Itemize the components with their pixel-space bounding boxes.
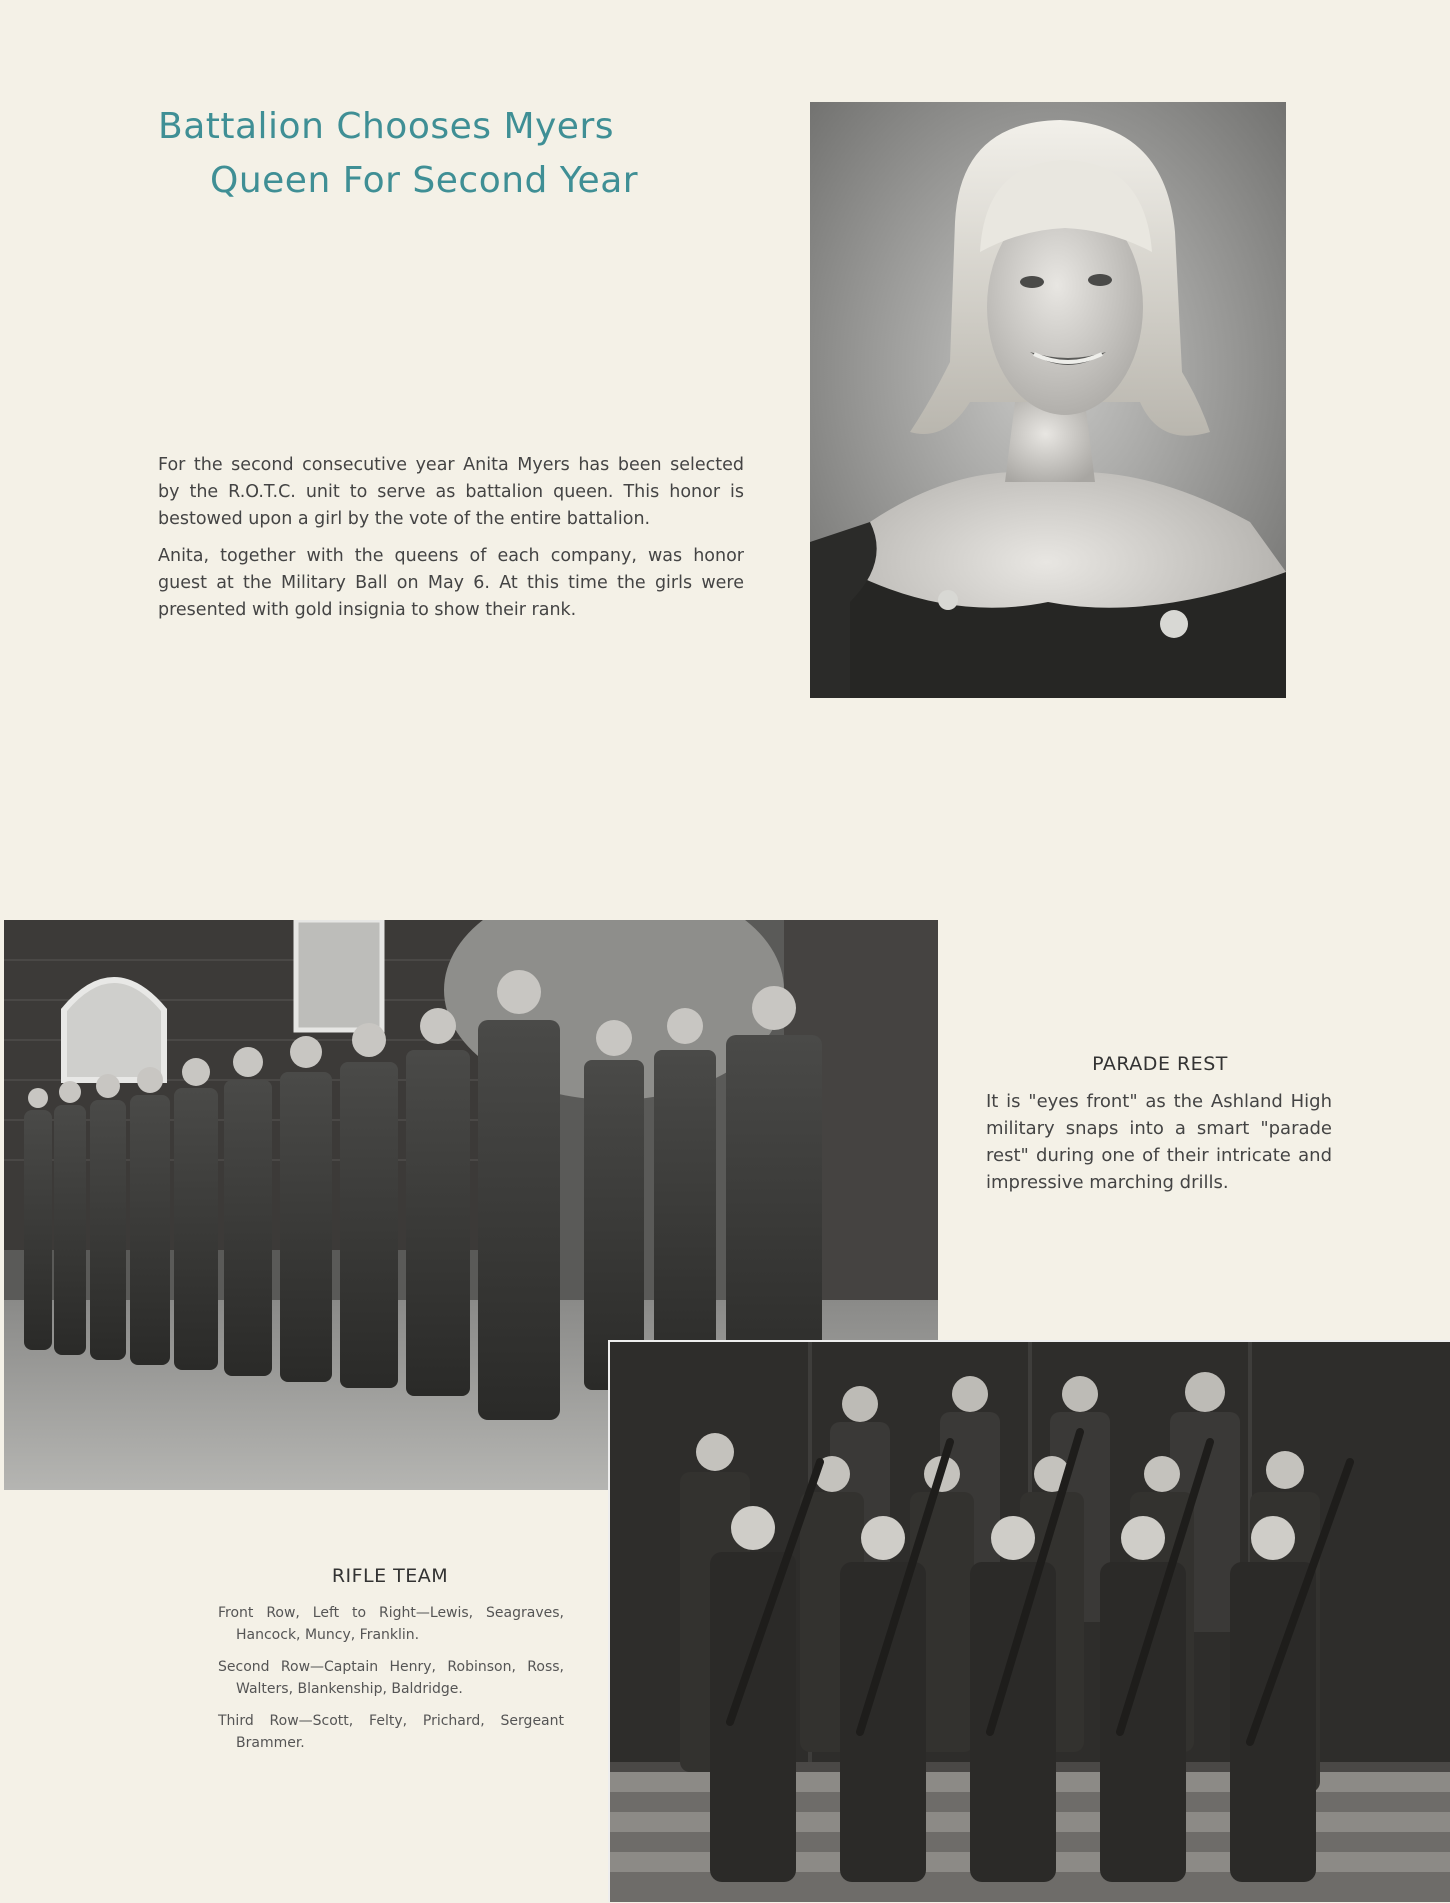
intro-article <box>158 452 744 634</box>
parade-rest-caption: It is "eyes front" as the Ashland High military snaps into a smart "parade rest" during one of their intricate and impressive marching drills. <box>986 1091 1332 1193</box>
rifle-team-front-row: Front Row, Left to Right—Lewis, Seagraves, Hancock, Muncy, Franklin. <box>218 1605 564 1643</box>
intro-paragraph-1: For the second consecutive year Anita Myers has been selected by the R.O.T.C. unit to serve as battalion queen. This honor is bestowed upon a girl by the vote of the entire battalion. <box>158 455 744 529</box>
headline-line-1: Battalion Chooses Myers <box>158 106 615 147</box>
headline-line-2: Queen For Second Year <box>210 160 639 201</box>
intro-paragraph-2: Anita, together with the queens of each company, was honor guest at the Military Ball on May 6. At this time the girls were presented with gold insignia to show their rank. <box>158 546 744 620</box>
parade-rest-title: PARADE REST <box>1092 1053 1228 1075</box>
rifle-team-photo <box>608 1340 1450 1902</box>
queen-portrait-photo <box>810 102 1286 698</box>
rifle-team-title: RIFLE TEAM <box>331 1565 449 1587</box>
rifle-team-third-row: Third Row—Scott, Felty, Prichard, Sergeant Brammer. <box>218 1713 564 1751</box>
rifle-team-roster <box>218 1602 564 1764</box>
page-headline <box>158 100 638 208</box>
rifle-team-second-row: Second Row—Captain Henry, Robinson, Ross, Walters, Blankenship, Baldridge. <box>218 1659 564 1697</box>
